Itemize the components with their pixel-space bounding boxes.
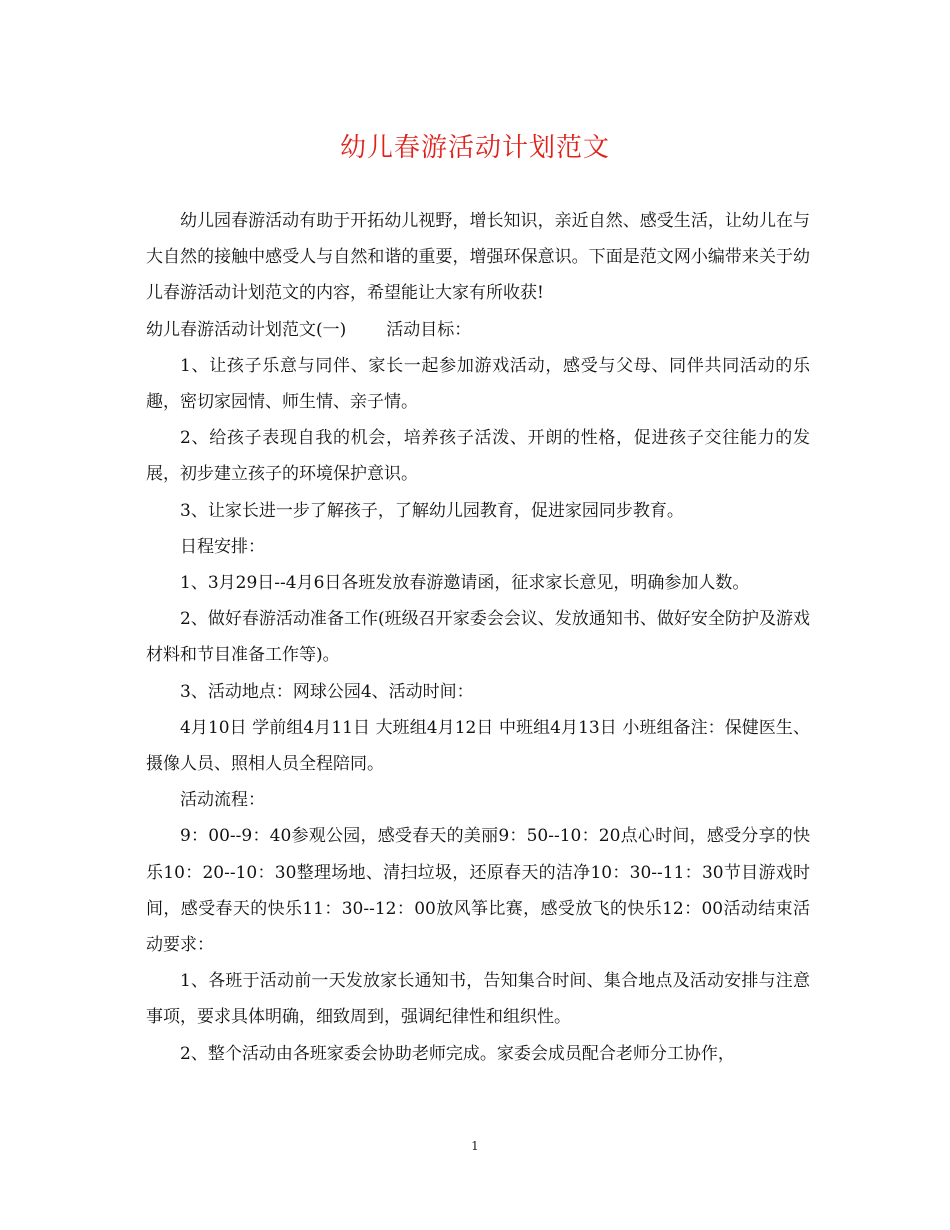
body-paragraph: 1、各班于活动前一天发放家长通知书，告知集合时间、集合地点及活动安排与注意事项，要求具体明确，细致周到，强调纪律性和组织性。	[146, 971, 810, 1028]
page-number: 1	[471, 1139, 479, 1153]
section-heading-line	[146, 312, 810, 348]
body-paragraph: 4月10日 学前组4月11日 大班组4月12日 中班组4月13日 小班组备注：保健医生、摄像人员、照相人员全程陪同。	[146, 717, 810, 775]
body-paragraph: 9：00--9：40参观公园，感受春天的美丽9：50--10：20点心时间，感受分享的快乐10：20--10：30整理场地、清扫垃圾，还原春天的洁净10：30--11：30节目游戏时间，感受春天的快乐11：30--12：00放风筝比赛，感受放飞的快乐12：00活动结束活动要求：	[146, 826, 810, 956]
body-paragraph: 1、3月29日--4月6日各班发放春游邀请函，征求家长意见，明确参加人数。	[180, 573, 750, 594]
body-paragraph: 2、给孩子表现自我的机会，培养孩子活泼、开朗的性格，促进孩子交往能力的发展，初步建立孩子的环境保护意识。	[146, 428, 810, 485]
document-body	[146, 203, 810, 1072]
body-paragraph: 活动流程：	[180, 790, 265, 811]
section-subheading: 活动目标：	[386, 319, 472, 340]
section-heading: 幼儿春游活动计划范文(一)	[146, 319, 347, 340]
document-title: 幼儿春游活动计划范文	[339, 133, 610, 163]
body-paragraph: 2、做好春游活动准备工作(班级召开家委会会议、发放通知书、做好安全防护及游戏材料和节目准备工作等)。	[146, 609, 810, 666]
body-paragraph: 日程安排：	[180, 536, 265, 557]
body-paragraph: 1、让孩子乐意与同伴、家长一起参加游戏活动，感受与父母、同伴共同活动的乐趣，密切家园情、师生情、亲子情。	[146, 355, 810, 413]
body-paragraph: 2、整个活动由各班家委会协助老师完成。家委会成员配合老师分工协作，	[180, 1043, 735, 1064]
body-paragraph: 3、活动地点：网球公园4、活动时间：	[180, 681, 474, 702]
intro-paragraph: 幼儿园春游活动有助于开拓幼儿视野，增长知识，亲近自然、感受生活，让幼儿在与大自然的接触中感受人与自然和谐的重要，增强环保意识。下面是范文网小编带来关于幼儿春游活动计划范文的内容，希望能让大家有所收获!	[146, 211, 810, 304]
body-paragraph: 3、让家长进一步了解孩子，了解幼儿园教育，促进家园同步教育。	[180, 500, 684, 521]
